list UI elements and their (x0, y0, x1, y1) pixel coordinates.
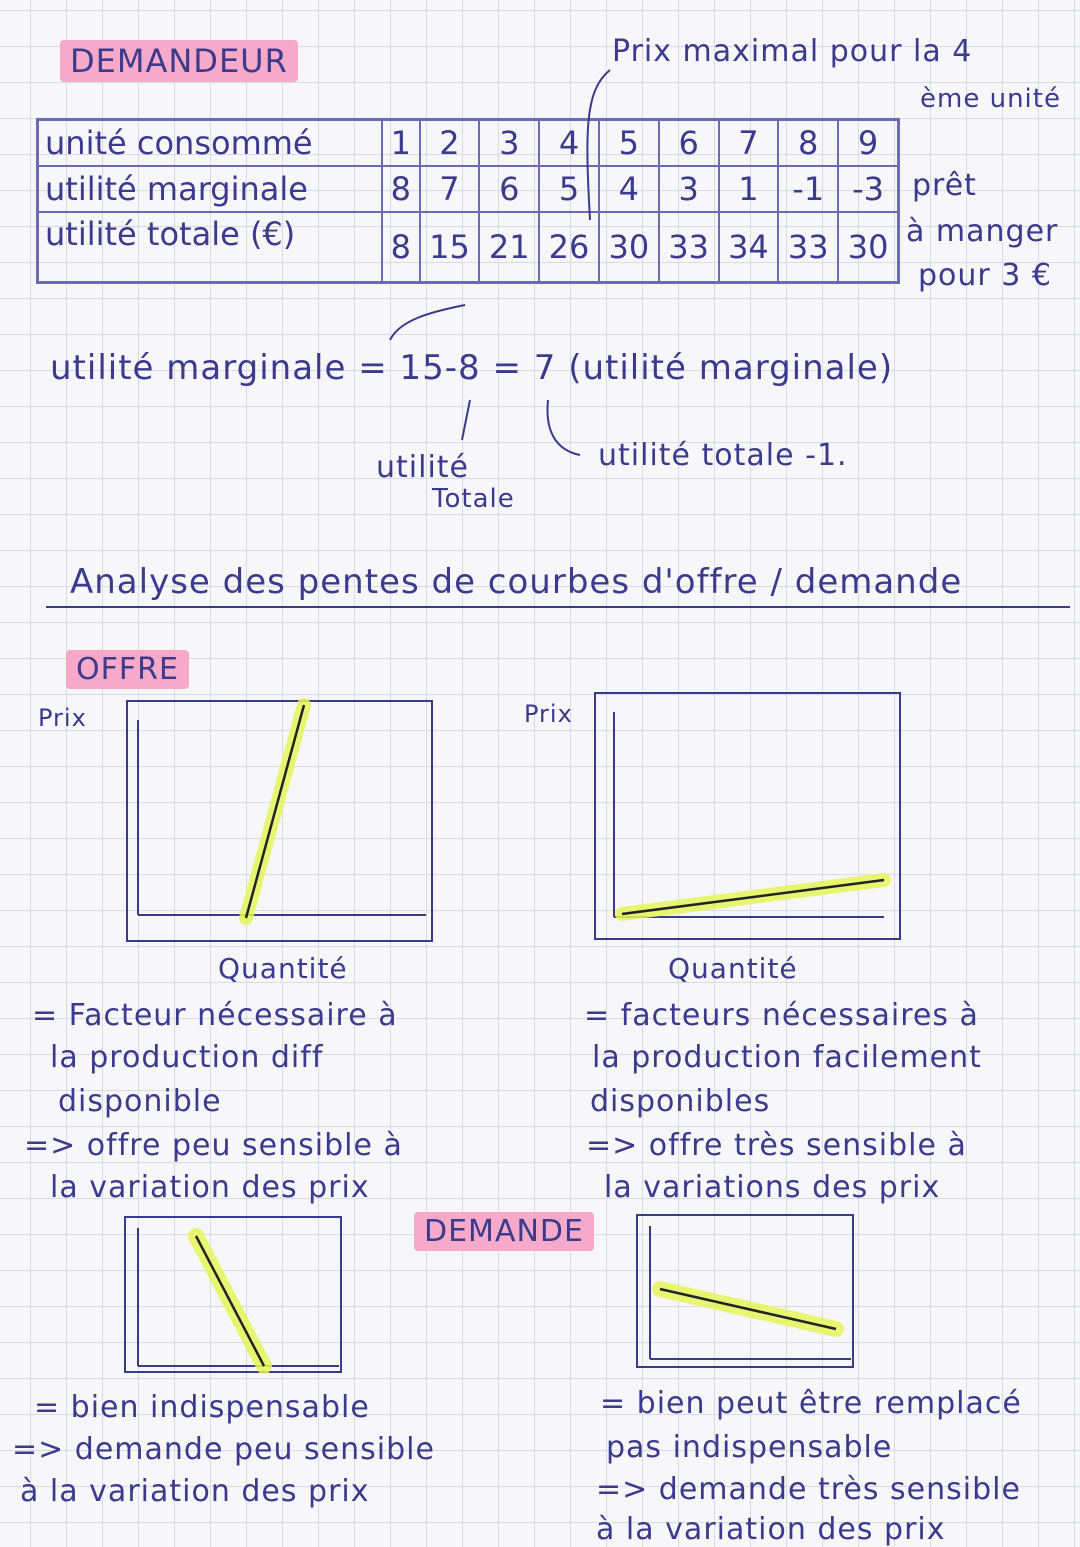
formula-label-right: utilité totale -1. (598, 438, 848, 473)
formula-label-total-2: Totale (432, 484, 515, 514)
table-cell: 8 (382, 166, 420, 212)
side-note-3: pour 3 € (918, 258, 1052, 293)
table-cell: 9 (838, 120, 898, 167)
title-demandeur: DEMANDEUR (60, 40, 298, 82)
note-prix-maximal: Prix maximal pour la 4 (612, 34, 973, 69)
table-cell: 4 (539, 120, 599, 167)
note-prix-maximal-2: ème unité (920, 84, 1061, 114)
note-line: => offre peu sensible à (24, 1128, 403, 1163)
demande-left-graph (124, 1216, 346, 1376)
note-line: = facteurs nécessaires à (584, 998, 979, 1033)
note-line: la production facilement (592, 1040, 982, 1075)
side-note-2: à manger (906, 214, 1059, 249)
table-cell: 33 (778, 212, 838, 282)
note-line: => offre très sensible à (586, 1128, 967, 1163)
note-line: à la variation des prix (20, 1474, 370, 1509)
section-underline (46, 606, 1070, 608)
table-cell: 21 (479, 212, 539, 282)
section-title: Analyse des pentes de courbes d'offre / demande (70, 562, 963, 602)
side-note-1: prêt (912, 168, 977, 203)
note-line: => demande peu sensible (12, 1432, 435, 1467)
row-label: unité consommé (45, 124, 313, 162)
table-cell: 6 (659, 120, 719, 167)
row-label: utilité totale (€) (45, 215, 296, 253)
note-line: = Facteur nécessaire à (32, 998, 398, 1033)
label-offre: OFFRE (66, 650, 189, 689)
table-cell: 8 (778, 120, 838, 167)
label-demande: DEMANDE (414, 1212, 594, 1251)
note-line: la variation des prix (50, 1170, 370, 1205)
table-cell: 30 (838, 212, 898, 282)
offre-right-x-label: Quantité (668, 952, 798, 985)
note-line: à la variation des prix (596, 1512, 946, 1547)
note-line: la variations des prix (604, 1170, 941, 1205)
table-cell: 1 (719, 166, 779, 212)
offre-left-y-label: Prix (38, 704, 87, 732)
table-cell: -3 (838, 166, 898, 212)
note-line: = bien peut être remplacé (600, 1386, 1022, 1421)
formula-label-total: utilité (376, 450, 470, 485)
table-cell: 5 (599, 120, 659, 167)
table-cell: 3 (659, 166, 719, 212)
table-cell: 7 (719, 120, 779, 167)
note-line: disponible (58, 1084, 222, 1119)
note-line: disponibles (590, 1084, 771, 1119)
table-cell: 30 (599, 212, 659, 282)
table-cell: 5 (539, 166, 599, 212)
annotation-arrows (0, 0, 1080, 530)
offre-right-graph (594, 692, 904, 942)
table-cell: 33 (659, 212, 719, 282)
offre-left-graph (126, 700, 436, 945)
table-cell: 7 (420, 166, 480, 212)
table-cell: 8 (382, 212, 420, 282)
note-line: pas indispensable (606, 1430, 893, 1465)
table-cell: 1 (382, 120, 420, 167)
table-cell: 2 (420, 120, 480, 167)
table-cell: 15 (420, 212, 480, 282)
offre-right-y-label: Prix (524, 700, 573, 728)
offre-left-x-label: Quantité (218, 952, 348, 985)
table-cell: 34 (719, 212, 779, 282)
table-cell: 6 (479, 166, 539, 212)
note-line: = bien indispensable (34, 1390, 370, 1425)
table-cell: 26 (539, 212, 599, 282)
table-cell: 3 (479, 120, 539, 167)
formula-text: utilité marginale = 15-8 = 7 (utilité marginale) (50, 348, 894, 388)
row-label: utilité marginale (45, 170, 308, 208)
demande-right-graph (636, 1214, 858, 1372)
note-line: la production diff (50, 1040, 324, 1075)
note-line: => demande très sensible (596, 1472, 1021, 1507)
table-cell: -1 (778, 166, 838, 212)
table-cell: 4 (599, 166, 659, 212)
